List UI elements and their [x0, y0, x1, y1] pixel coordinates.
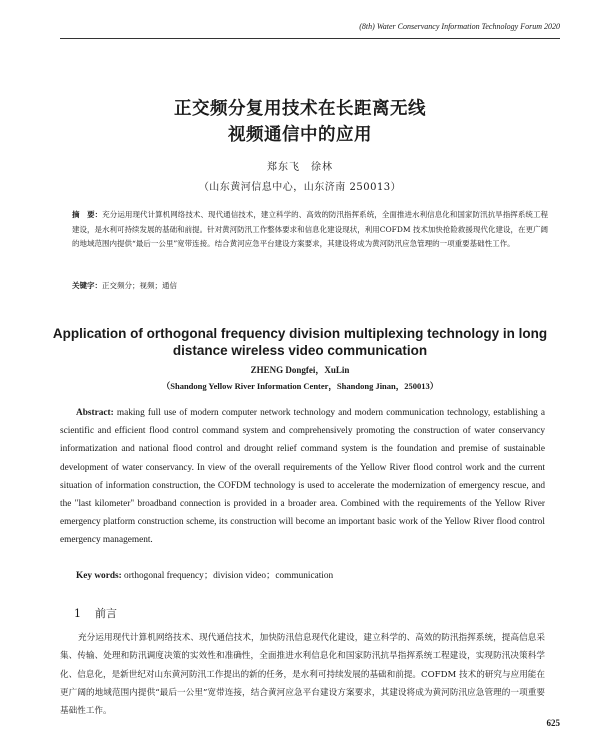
- chinese-title-line-1: 正交频分复用技术在长距离无线: [174, 99, 426, 119]
- english-abstract: [60, 404, 545, 550]
- chinese-affiliation: （山东黄河信息中心，山东济南 250013）: [198, 182, 402, 193]
- chinese-abstract-text: 充分运用现代计算机网络技术、现代通信技术，建立科学的、高效的防汛指挥系统，全面推进水利信息化和国家防汛抗旱指挥系统工程建设，是水利可持续发展的基础和前提。针对黄河防汛工作整体要求和信息化建设现状，利用COFDM 技术加快抢险救援现代化建设，在更广阔的地域范围内提供“最后一公里”宽带连接。结合黄河应急平台建设方案要求，其建设将成为黄河防汛应急管理的一项重要基础性工作。: [72, 210, 549, 248]
- chinese-keywords-text: 正交频分；视频；通信: [102, 281, 177, 290]
- english-authors: ZHENG Dongfei，XuLin: [250, 365, 350, 375]
- chinese-title-line-2: 视频通信中的应用: [228, 125, 372, 145]
- english-keywords-label: Key words:: [76, 571, 122, 581]
- section-number: 1: [74, 607, 81, 620]
- english-keywords: [76, 567, 546, 581]
- section-title: 前言: [95, 607, 117, 620]
- chinese-abstract-label: 摘 要：: [72, 210, 103, 219]
- chinese-abstract: [72, 208, 548, 252]
- body-paragraph: 充分运用现代计算机网络技术、现代通信技术，加快防汛信息现代化建设，建立科学的、高效的防汛指挥系统，提高信息采集、传输、处理和防汛调度决策的实效性和准确性，全面推进水利信息化和国家防汛抗旱指挥系统工程建设，实现防汛决策科学化、信息化，是新世纪对山东黄河防汛工作提出的新的任务，是水利可持续发展的基础和前提。COFDM 技术的研究与应用能在更广阔的地域范围内提供“最后一公里”宽带连接，结合黄河应急平台建设方案要求，其建设将成为黄河防汛应急管理的一项重要基础性工作。: [60, 633, 545, 717]
- english-affiliation: （Shandong Yellow River Information Center，Shandong Jinan，250013）: [161, 381, 439, 391]
- chinese-authors: 郑东飞 徐林: [267, 162, 333, 173]
- running-header: (8th) Water Conservancy Information Technology Forum 2020: [359, 22, 560, 31]
- english-title: Application of orthogonal frequency division multiplexing technology in long distance wireless video communication: [52, 326, 548, 358]
- chinese-keywords-label: 关键字：: [72, 281, 102, 290]
- english-abstract-text: making full use of modern computer network technology and modern communication technology, establishing a scientific and efficient flood control command system and comprehensively promoting the construction of water conservancy informatization and national flood control and drought relief command system is the foundation and premise of sustainable development of water conservancy. In view of the overall requirements of the Yellow River flood control work and the current situation of information construction, the COFDM technology is used to accelerate the modernization of emergency rescue, and the "last kilometer" broadband connection is provided in a broader area. Combined with the requirements of the Yellow River emergency platform construction scheme, its construction will become an important basic work of the Yellow River flood control emergency management.: [60, 408, 546, 546]
- chinese-keywords: [72, 280, 548, 291]
- english-abstract-label: Abstract:: [76, 408, 114, 418]
- chinese-title: [0, 96, 600, 148]
- section-heading: [74, 605, 131, 621]
- english-keywords-text: orthogonal frequency；division video；communication: [124, 571, 334, 581]
- page-number: 625: [546, 718, 560, 728]
- header-rule: [60, 38, 560, 39]
